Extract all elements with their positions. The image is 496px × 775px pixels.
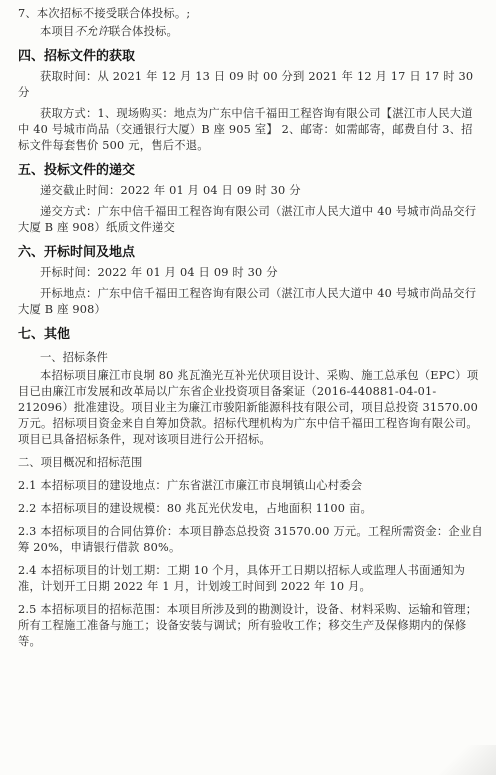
opening-time: 开标时间：2022 年 01 月 04 日 09 时 30 分 — [40, 266, 278, 279]
section-4-heading: 四、招标文件的获取 — [18, 49, 136, 64]
section-5-heading: 五、投标文件的递交 — [18, 163, 136, 178]
joint-bid-prefix: 本项目 — [40, 25, 75, 38]
item-2-3: 2.3 本招标项目的合同估算价：本项目静态总投资 31570.00 万元。工程所需资金：企业自筹 20%，申请银行借款 80%。 — [18, 525, 483, 554]
acquisition-time: 获取时间：从 2021 年 12 月 13 日 09 时 00 分到 2021 年 12 月 17 日 17 时 30 分 — [18, 70, 474, 99]
submission-deadline: 递交截止时间：2022 年 01 月 04 日 09 时 30 分 — [40, 184, 301, 197]
tender-conditions-paragraph: 本招标项目廉江市良垌 80 兆瓦渔光互补光伏项目设计、采购、施工总承包（EPC）项目已由廉江市发展和改革局以广东省企业投资项目备案证（2016-440881-04-01-212096）批准建设。项目业主为廉江市骏阳新能源科技有限公司，项目总投资 31570.00 万元。招标项目资金来自自筹加贷款。招标代理机构为广东中信千福田工程咨询有限公司。项目已具备招标条件，现对该项目进行公开招标。 — [18, 369, 479, 446]
opening-place: 开标地点：广东中信千福田工程咨询有限公司（湛江市人民大道中 40 号城市尚品交行大厦 B 座 908） — [18, 287, 477, 316]
section-7-heading: 七、其他 — [18, 327, 71, 342]
section-6-heading: 六、开标时间及地点 — [18, 245, 136, 260]
tender-conditions-heading: 一、招标条件 — [40, 351, 108, 364]
acquisition-method: 获取方式：1、现场购买：地点为广东中信千福田工程咨询有限公司【湛江市人民大道中 40 号城市尚品（交通银行大厦）B 座 905 室】 2、邮寄：如需邮寄，邮费自付 3、招标文件每套售价 500 元，售后不退。 — [18, 107, 473, 152]
item-2-5: 2.5 本招标项目的招标范围：本项目所涉及到的勘测设计，设备、材料采购、运输和管理；所有工程施工准备与施工；设备安装与调试；所有验收工作；移交生产及保修期内的保修等。 — [18, 603, 478, 648]
submission-place: 递交方式：广东中信千福田工程咨询有限公司（湛江市人民大道中 40 号城市尚品交行大厦 B 座 908）纸质文件递交 — [18, 205, 477, 234]
item-7-line: 7、本次招标不接受联合体投标。; — [18, 7, 191, 20]
joint-bid-suffix: 联合体投标。 — [109, 25, 178, 38]
joint-bid-note — [18, 24, 484, 40]
item-2-4: 2.4 本招标项目的计划工期：工期 10 个月，具体开工日期以招标人或监理人书面通知为准，计划开工日期 2022 年 1 月，计划竣工时间到 2022 年 10 月。 — [18, 564, 466, 593]
project-overview-heading: 二、项目概况和招标范围 — [18, 456, 143, 469]
joint-bid-emphasis: 不允许 — [74, 25, 109, 38]
item-2-2: 2.2 本招标项目的建设规模：80 兆瓦光伏发电，占地面积 1100 亩。 — [18, 502, 372, 515]
item-2-1: 2.1 本招标项目的建设地点：广东省湛江市廉江市良垌镇山心村委会 — [18, 479, 363, 492]
